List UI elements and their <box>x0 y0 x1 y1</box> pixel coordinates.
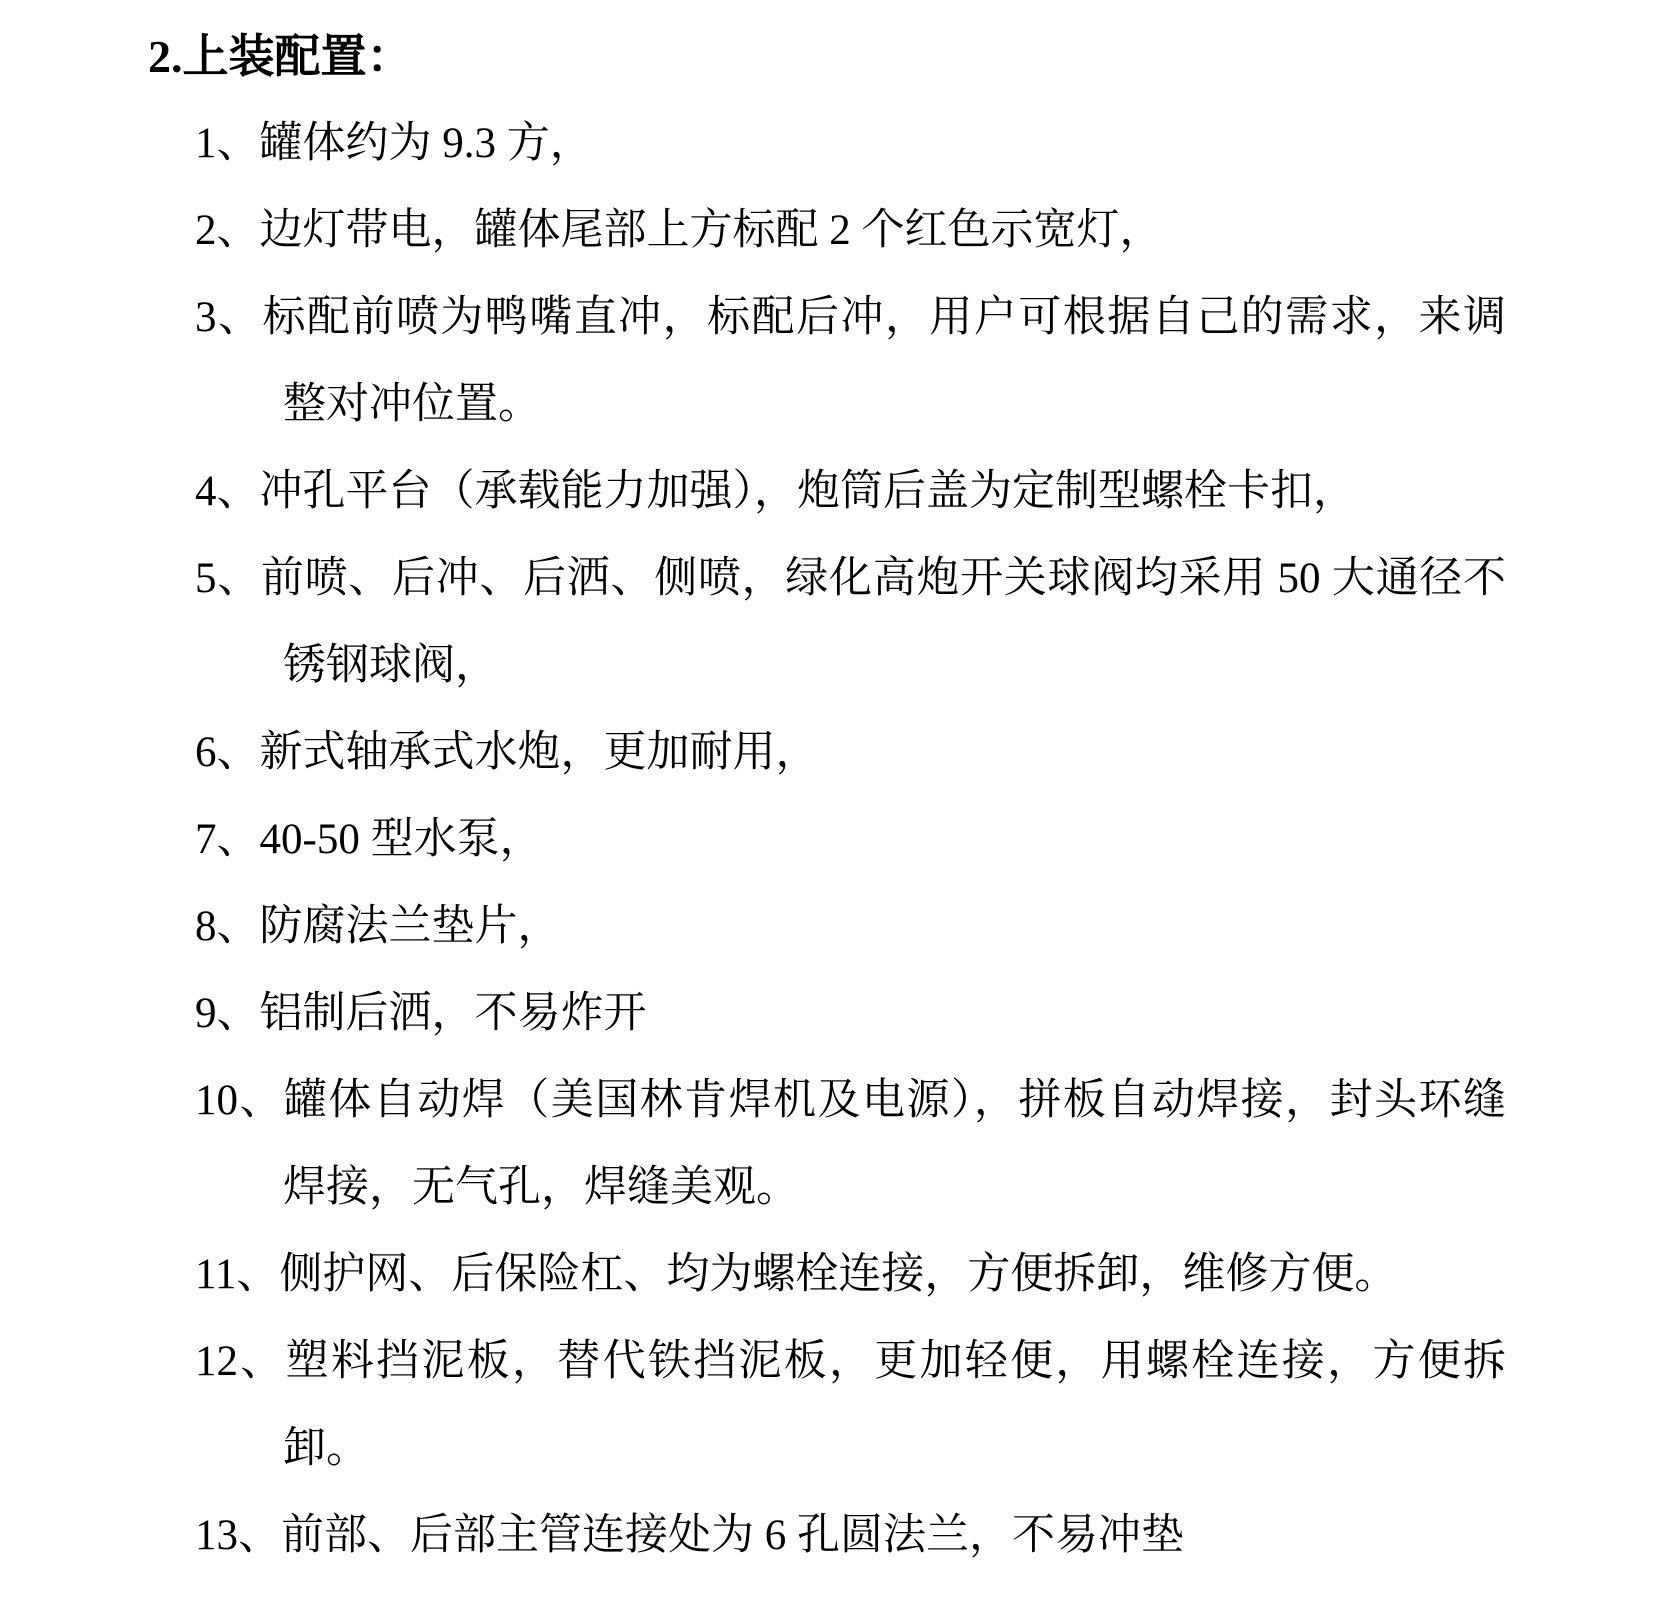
list-item <box>195 796 1506 883</box>
item-text: 新式轴承式水炮，更加耐用， <box>259 729 819 776</box>
list-item <box>195 1492 1506 1579</box>
item-text: 冲孔平台（承载能力加强），炮筒后盖为定制型螺栓卡扣， <box>259 468 1356 515</box>
item-text: 边灯带电，罐体尾部上方标配 2 个红色示宽灯， <box>259 207 1163 254</box>
list-item <box>195 709 1506 796</box>
list-item <box>195 1231 1506 1318</box>
config-list <box>195 100 1506 1579</box>
item-text: 标配前喷为鸭嘴直冲，标配后冲，用户可根据自己的需求，来调整对冲位置。 <box>262 294 1507 428</box>
item-text: 防腐法兰垫片， <box>259 903 561 950</box>
item-number: 1、 <box>195 120 260 167</box>
list-item <box>195 535 1506 709</box>
item-number: 5、 <box>195 555 261 602</box>
item-number: 2、 <box>195 207 260 254</box>
item-number: 7、 <box>195 816 260 863</box>
list-item <box>195 970 1506 1057</box>
item-text: 40-50 型水泵， <box>259 816 543 863</box>
item-number: 8、 <box>195 903 260 950</box>
item-number: 13、 <box>195 1512 281 1559</box>
list-item <box>195 448 1506 535</box>
item-text: 前喷、后冲、后洒、侧喷，绿化高炮开关球阀均采用 50 大通径不锈钢球阀， <box>260 555 1507 689</box>
list-item <box>195 883 1506 970</box>
list-item <box>195 1318 1506 1492</box>
item-text: 侧护网、后保险杠、均为螺栓连接，方便拆卸，维修方便。 <box>279 1251 1398 1298</box>
list-item <box>195 100 1506 187</box>
item-text: 前部、后部主管连接处为 6 孔圆法兰，不易冲垫 <box>281 1512 1184 1559</box>
item-number: 3、 <box>195 294 263 341</box>
item-number: 11、 <box>195 1251 280 1298</box>
item-number: 4、 <box>195 468 260 515</box>
item-number: 9、 <box>195 990 260 1037</box>
item-text: 铝制后洒，不易炸开 <box>259 990 647 1037</box>
list-item <box>195 187 1506 274</box>
item-number: 6、 <box>195 729 260 776</box>
section-heading: 2.上装配置： <box>148 31 413 82</box>
list-item <box>195 1057 1506 1231</box>
list-item <box>195 274 1506 448</box>
item-number: 10、 <box>195 1077 284 1124</box>
item-text: 罐体约为 9.3 方， <box>259 120 593 167</box>
item-number: 12、 <box>195 1338 286 1385</box>
item-text: 罐体自动焊（美国林肯焊机及电源），拼板自动焊接，封头环缝焊接，无气孔，焊缝美观。 <box>283 1077 1507 1211</box>
item-text: 塑料挡泥板，替代铁挡泥板，更加轻便，用螺栓连接，方便拆卸。 <box>283 1338 1507 1472</box>
